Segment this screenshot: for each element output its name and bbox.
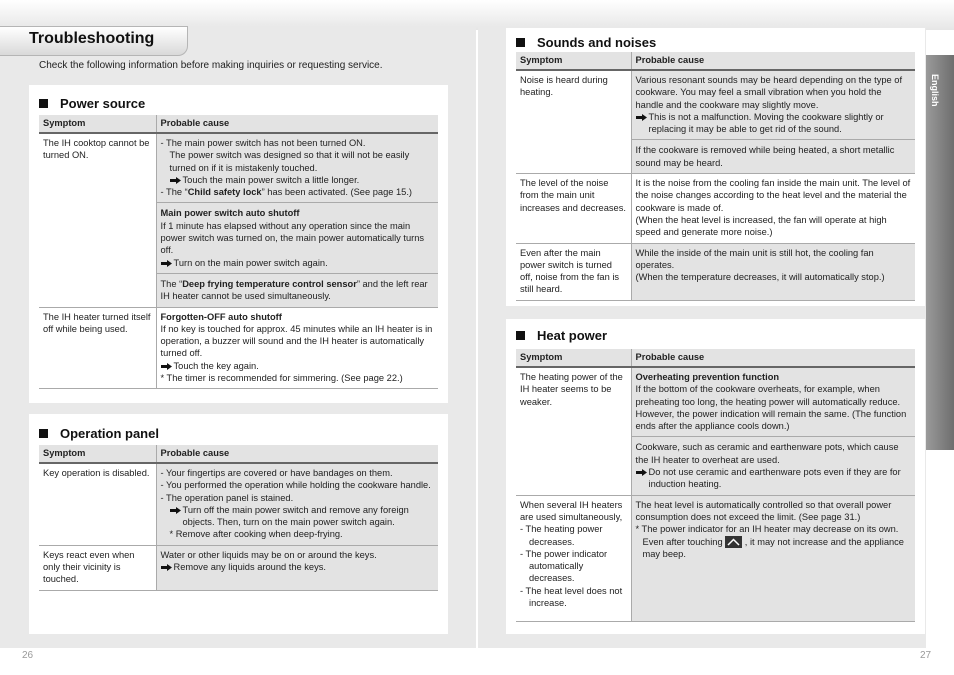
sounds-card [506,28,925,306]
cause-header: Probable cause [156,445,438,463]
page-number-left: 26 [22,650,34,661]
arrow-right-icon [161,564,172,571]
symptom-header: Symptom [39,445,156,463]
arrow-right-icon [170,177,181,184]
page-title: Troubleshooting [29,30,155,47]
square-bullet-icon [39,99,48,108]
cause-cell: Overheating prevention function If the bottom of the cookware overheats, for example, when preheating too long, the heating power will automatically reduce. However, the power indication will remain the same. (The function ends after the appliance cools down.) Cookware, such as ceramic and earthenware pots, which cause the IH heater to overheat are used. Do not use ceramic and earthenware pots even if they are for induction heating. [631,367,915,495]
sounds-heading-text: Sounds and noises [537,35,657,50]
table-row [516,243,915,300]
arrow-right-icon [161,363,172,370]
power-source-card [29,85,448,403]
language-side-tab [926,55,954,450]
square-bullet-icon [516,331,525,340]
arrow-right-icon [636,469,647,476]
sounds-table [516,52,915,301]
operation-panel-table [39,445,438,591]
square-bullet-icon [516,38,525,47]
table-row [39,307,438,389]
table-row [39,545,438,590]
symptom-cell: Keys react even when only their vicinity is touched. [39,545,156,590]
cause-cell: Forgotten-OFF auto shutoff If no key is touched for approx. 45 minutes while an IH heater is in operation, a buzzer will sound and the IH heater is automatically turned off. Touch the key again. * The timer is recommended for simmering. (See page 22.) [156,307,438,389]
heat-power-heading [516,328,607,343]
cause-cell: It is the noise from the cooling fan inside the main unit. The level of the noise changes according to the heat level and the material the cookware is made of. (When the heat level is increased, the fan will operate at high speed and generate more noise.) [631,174,915,243]
page-number-right: 27 [920,650,932,661]
cause-header: Probable cause [156,115,438,133]
symptom-cell: Key operation is disabled. [39,463,156,545]
table-row [39,133,438,307]
table-row [516,174,915,243]
power-source-heading [39,96,145,111]
symptom-header: Symptom [39,115,156,133]
arrow-right-icon [161,260,172,267]
symptom-cell: When several IH heaters are used simultaneously, - The heating power decreases. - The power indicator automatically decreases. - The heat level does not increase. [516,495,631,621]
cause-cell: While the inside of the main unit is still hot, the cooling fan operates. (When the temperature decreases, it will automatically stop.) [631,243,915,300]
symptom-cell: The heating power of the IH heater seems to be weaker. [516,367,631,495]
square-bullet-icon [39,429,48,438]
arrow-right-icon [636,114,647,121]
table-row [516,367,915,495]
symptom-cell: The IH heater turned itself off while being used. [39,307,156,389]
symptom-cell: The level of the noise from the main unit increases and decreases. [516,174,631,243]
cause-header: Probable cause [631,349,915,367]
cause-cell: Various resonant sounds may be heard depending on the type of cookware. You may feel a small vibration when you hold the handle and the cookware may slightly move. This is not a malfunction. Moving the cookware slightly or replacing it may be able to get rid of the sound. If the cookware is removed while being heated, a short metallic sound may be heard. [631,70,915,174]
table-row [516,70,915,174]
cause-cell: The heat level is automatically controlled so that overall power consumption does not exceed the limit. (See page 31.) * The power indicator for an IH heater may decrease on its own. Even after touching , it may not increase and the appliance may beep. [631,495,915,621]
power-source-heading-text: Power source [60,96,146,111]
cause-cell: - The main power switch has not been turned ON. The power switch was designed so that it will not be easily turned on if it is mistakenly touched. Touch the main power switch a little longer. - The “Child safety lock” has been activated. (See page 15.) Main power switch auto shutoff If 1 minute has elapsed without any operation since the main power switch was turned on, the main power automatically turns off. Turn on the main power switch again. The “Deep frying temperature control sensor” and the left rear IH heater cannot be used simultaneously. [156,133,438,307]
table-row [516,495,915,621]
power-source-table [39,115,438,389]
operation-panel-heading-text: Operation panel [60,426,159,441]
language-label: English [930,74,940,107]
heat-power-table [516,349,915,622]
heat-power-heading-text: Heat power [537,328,608,343]
sounds-heading [516,35,656,50]
symptom-cell: Noise is heard during heating. [516,70,631,174]
arrow-right-icon [170,507,181,514]
heat-power-card [506,319,925,634]
operation-panel-card [29,414,448,634]
table-row [39,463,438,545]
cause-cell: - Your fingertips are covered or have bandages on them. - You performed the operation while holding the cookware handle. - The operation panel is stained. Turn off the main power switch and remove any foreign objects. Then, turn on the main power switch again. * Remove after cooking when deep-frying. [156,463,438,545]
heat-up-key-icon [725,536,742,548]
intro-text: Check the following information before making inquiries or requesting service. [39,60,383,71]
symptom-header: Symptom [516,52,631,70]
symptom-cell: Even after the main power switch is turned off, noise from the fan is still heard. [516,243,631,300]
symptom-header: Symptom [516,349,631,367]
cause-header: Probable cause [631,52,915,70]
cause-cell: Water or other liquids may be on or around the keys. Remove any liquids around the keys. [156,545,438,590]
symptom-cell: The IH cooktop cannot be turned ON. [39,133,156,307]
operation-panel-heading [39,426,159,441]
